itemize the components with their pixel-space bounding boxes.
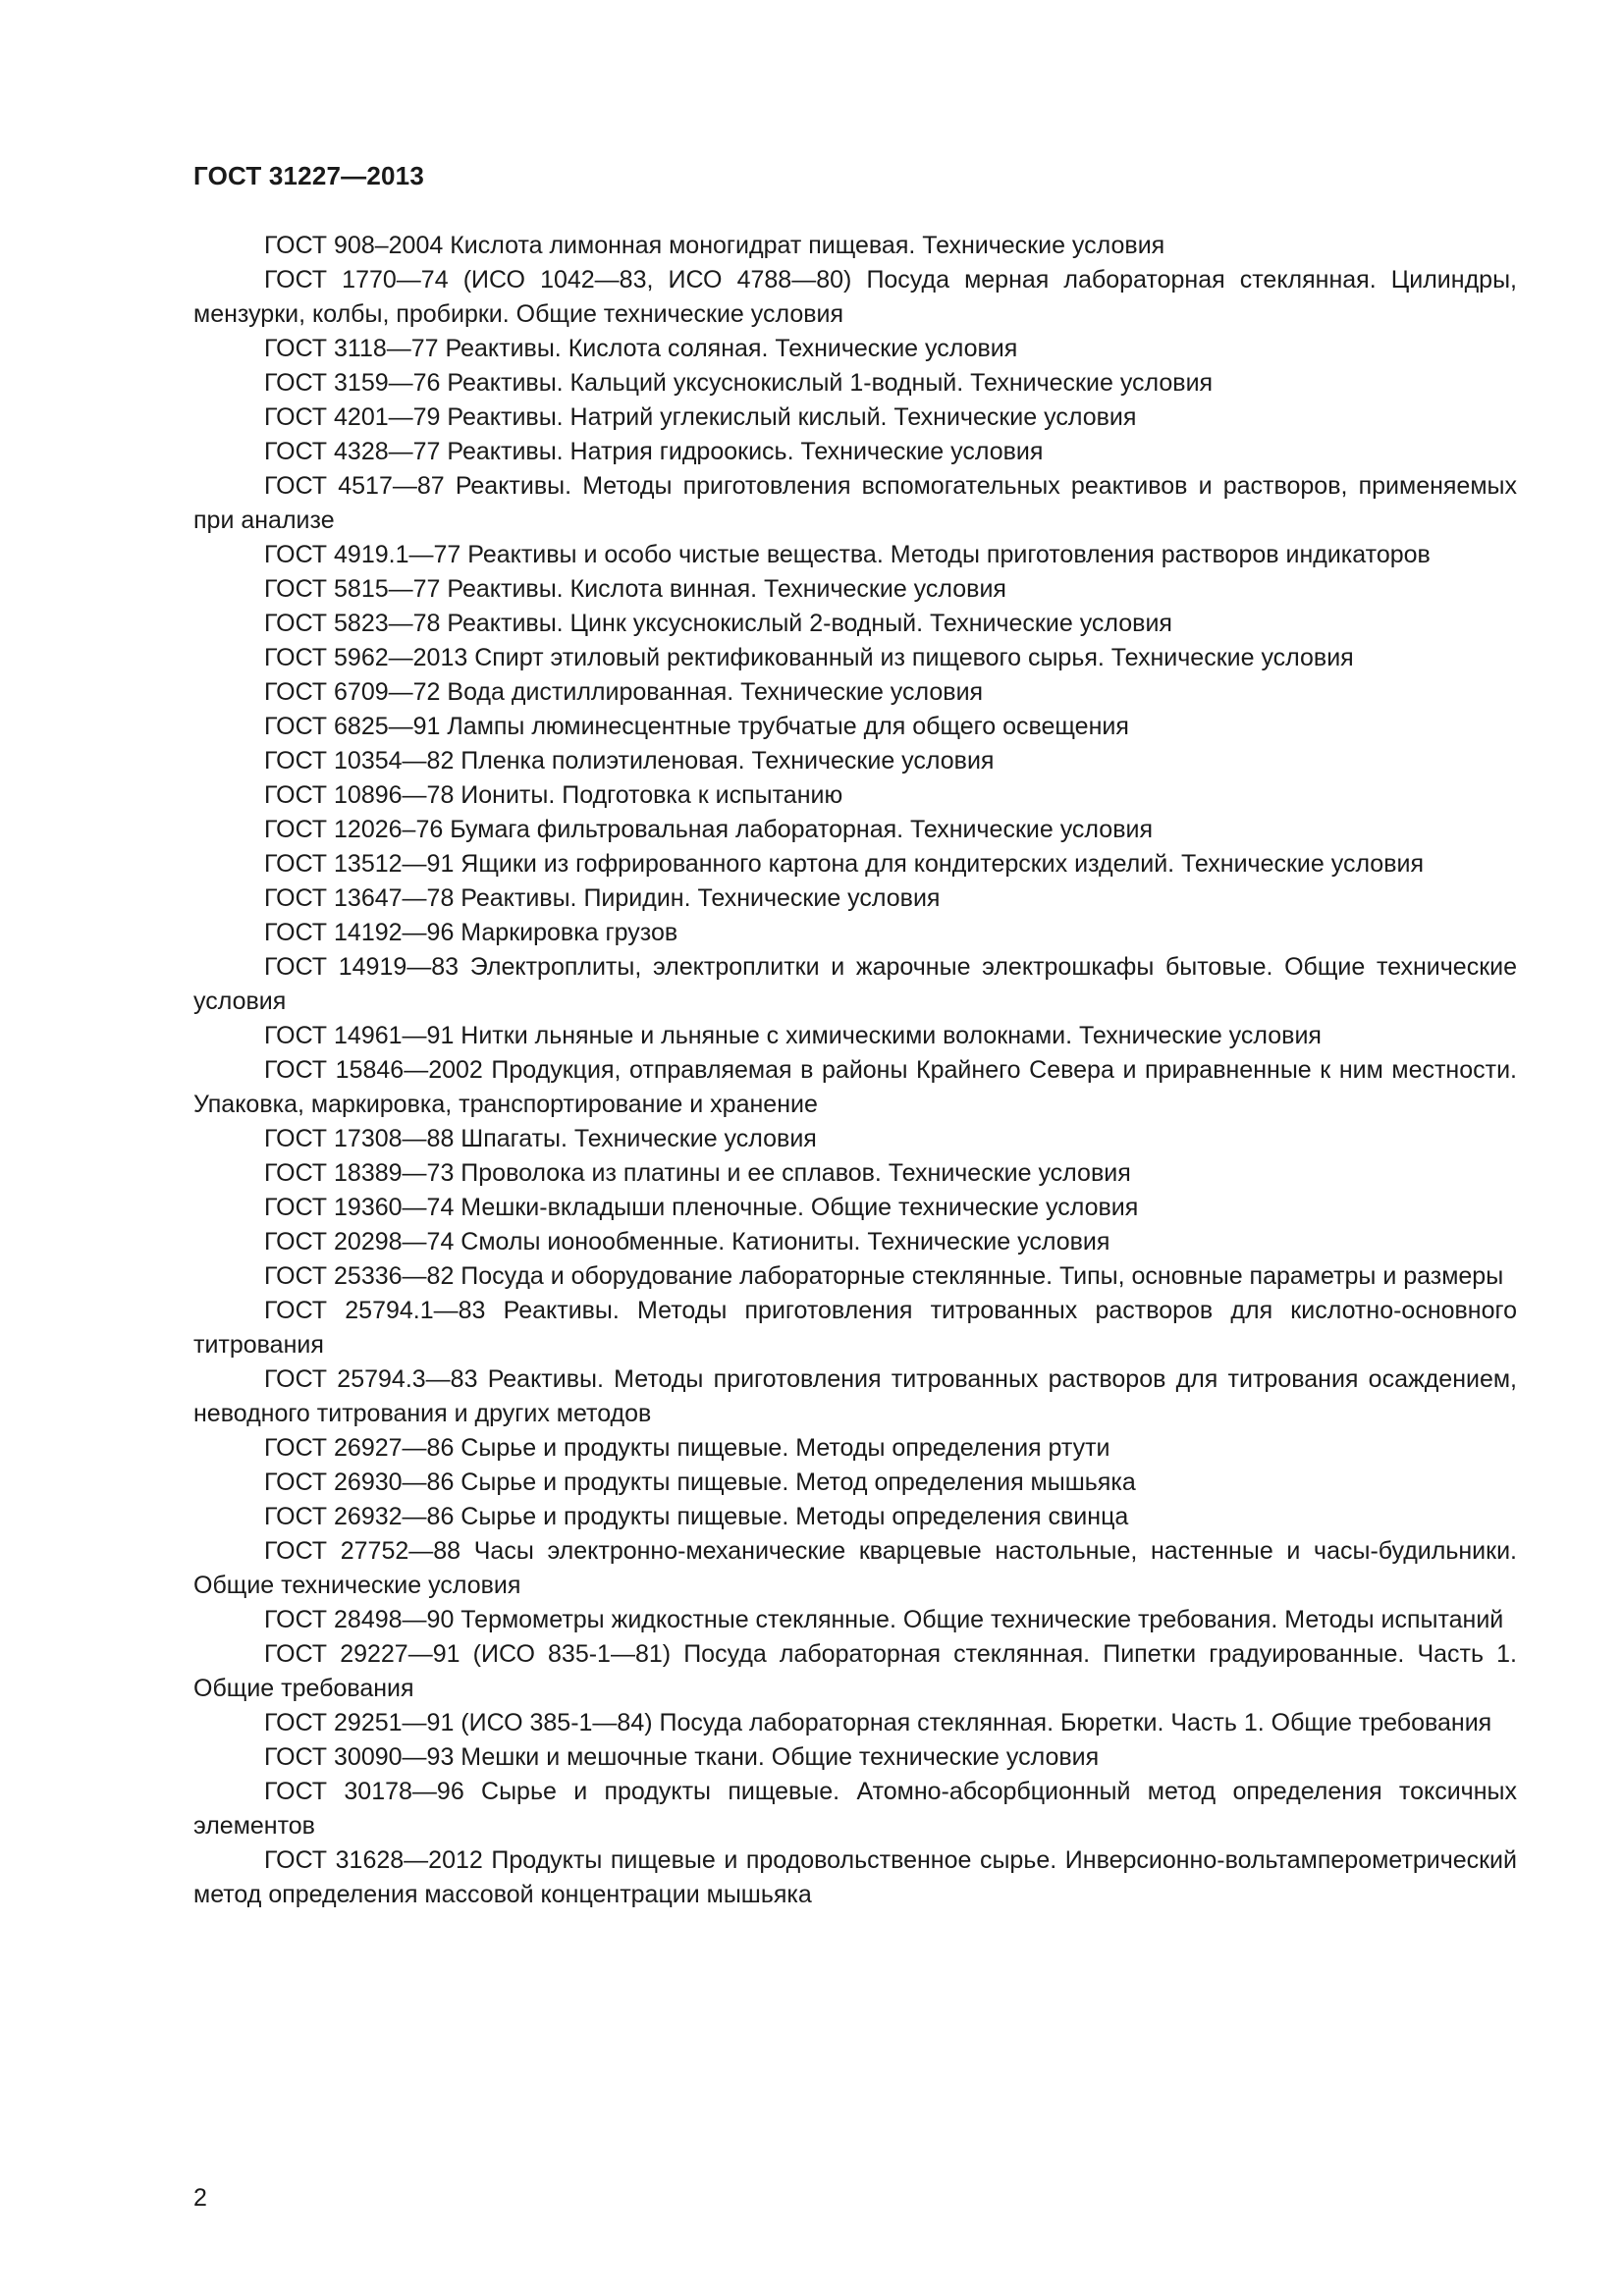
- reference-item: ГОСТ 4328—77 Реактивы. Натрия гидроокись. Технические условия: [264, 438, 1044, 465]
- reference-item: ГОСТ 25336—82 Посуда и оборудование лабораторные стеклянные. Типы, основные параметры и размеры: [264, 1262, 1504, 1290]
- reference-item: ГОСТ 28498—90 Термометры жидкостные стеклянные. Общие технические требования. Методы испытаний: [264, 1606, 1504, 1633]
- reference-item: ГОСТ 20298—74 Смолы ионообменные. Катиониты. Технические условия: [264, 1228, 1110, 1255]
- reference-item: ГОСТ 10896—78 Иониты. Подготовка к испытанию: [264, 781, 843, 809]
- reference-item: ГОСТ 10354—82 Пленка полиэтиленовая. Технические условия: [264, 747, 995, 774]
- page-number: 2: [193, 2184, 207, 2212]
- reference-item: ГОСТ 5815—77 Реактивы. Кислота винная. Технические условия: [264, 575, 1006, 603]
- reference-item: ГОСТ 30178—96 Сырье и продукты пищевые. Атомно-абсорбционный метод определения токсичных элементов: [193, 1778, 1517, 1840]
- reference-item: ГОСТ 30090—93 Мешки и мешочные ткани. Общие технические условия: [264, 1743, 1100, 1771]
- reference-item: ГОСТ 19360—74 Мешки-вкладыши пленочные. Общие технические условия: [264, 1194, 1139, 1221]
- reference-item: ГОСТ 4919.1—77 Реактивы и особо чистые вещества. Методы приготовления растворов индикаторов: [264, 541, 1431, 568]
- reference-item: ГОСТ 12026–76 Бумага фильтровальная лабораторная. Технические условия: [264, 816, 1153, 843]
- reference-item: ГОСТ 27752—88 Часы электронно-механические кварцевые настольные, настенные и часы-будильники. Общие технические условия: [193, 1537, 1517, 1599]
- reference-item: ГОСТ 26930—86 Сырье и продукты пищевые. Метод определения мышьяка: [264, 1468, 1136, 1496]
- reference-item: ГОСТ 26932—86 Сырье и продукты пищевые. Методы определения свинца: [264, 1503, 1129, 1530]
- page-title: ГОСТ 31227—2013: [193, 161, 424, 190]
- reference-item: ГОСТ 25794.3—83 Реактивы. Методы приготовления титрованных растворов для титрования осаждением, неводного титрования и других методов: [193, 1365, 1517, 1427]
- reference-item: ГОСТ 29227—91 (ИСО 835-1—81) Посуда лабораторная стеклянная. Пипетки градуированные. Часть 1. Общие требования: [193, 1640, 1517, 1702]
- reference-item: ГОСТ 5962—2013 Спирт этиловый ректификованный из пищевого сырья. Технические условия: [264, 644, 1354, 671]
- reference-item: ГОСТ 3159—76 Реактивы. Кальций уксуснокислый 1-водный. Технические условия: [264, 369, 1214, 397]
- reference-item: ГОСТ 4517—87 Реактивы. Методы приготовления вспомогательных реактивов и растворов, применяемых при анализе: [193, 472, 1517, 534]
- reference-item: ГОСТ 4201—79 Реактивы. Натрий углекислый кислый. Технические условия: [264, 403, 1137, 431]
- reference-item: ГОСТ 14192—96 Маркировка грузов: [264, 919, 678, 946]
- reference-item: ГОСТ 6825—91 Лампы люминесцентные трубчатые для общего освещения: [264, 713, 1129, 740]
- reference-item: ГОСТ 26927—86 Сырье и продукты пищевые. Методы определения ртути: [264, 1434, 1110, 1462]
- reference-item: ГОСТ 14961—91 Нитки льняные и льняные с химическими волокнами. Технические условия: [264, 1022, 1322, 1049]
- reference-item: ГОСТ 3118—77 Реактивы. Кислота соляная. Технические условия: [264, 335, 1018, 362]
- reference-item: ГОСТ 29251—91 (ИСО 385-1—84) Посуда лабораторная стеклянная. Бюретки. Часть 1. Общие требования: [264, 1709, 1492, 1736]
- reference-item: ГОСТ 5823—78 Реактивы. Цинк уксуснокислый 2-водный. Технические условия: [264, 610, 1172, 637]
- reference-item: ГОСТ 14919—83 Электроплиты, электроплитки и жарочные электрошкафы бытовые. Общие технические условия: [193, 953, 1517, 1015]
- reference-item: ГОСТ 1770—74 (ИСО 1042—83, ИСО 4788—80) Посуда мерная лабораторная стеклянная. Цилиндры, мензурки, колбы, пробирки. Общие технические условия: [193, 266, 1517, 328]
- reference-item: ГОСТ 31628—2012 Продукты пищевые и продовольственное сырье. Инверсионно-вольтамперометрический метод определения массовой концентрации мышьяка: [193, 1846, 1517, 1908]
- reference-item: ГОСТ 15846—2002 Продукция, отправляемая в районы Крайнего Севера и приравненные к ним местности. Упаковка, маркировка, транспортирование и хранение: [193, 1056, 1517, 1118]
- reference-item: ГОСТ 13512—91 Ящики из гофрированного картона для кондитерских изделий. Технические условия: [264, 850, 1424, 878]
- reference-item: ГОСТ 25794.1—83 Реактивы. Методы приготовления титрованных растворов для кислотно-основного титрования: [193, 1297, 1517, 1359]
- reference-item: ГОСТ 908–2004 Кислота лимонная моногидрат пищевая. Технические условия: [264, 232, 1165, 259]
- reference-item: ГОСТ 18389—73 Проволока из платины и ее сплавов. Технические условия: [264, 1159, 1131, 1187]
- reference-item: ГОСТ 17308—88 Шпагаты. Технические условия: [264, 1125, 817, 1152]
- reference-item: ГОСТ 6709—72 Вода дистиллированная. Технические условия: [264, 678, 984, 706]
- reference-item: ГОСТ 13647—78 Реактивы. Пиридин. Технические условия: [264, 884, 941, 912]
- normative-references-list: [193, 229, 1517, 1912]
